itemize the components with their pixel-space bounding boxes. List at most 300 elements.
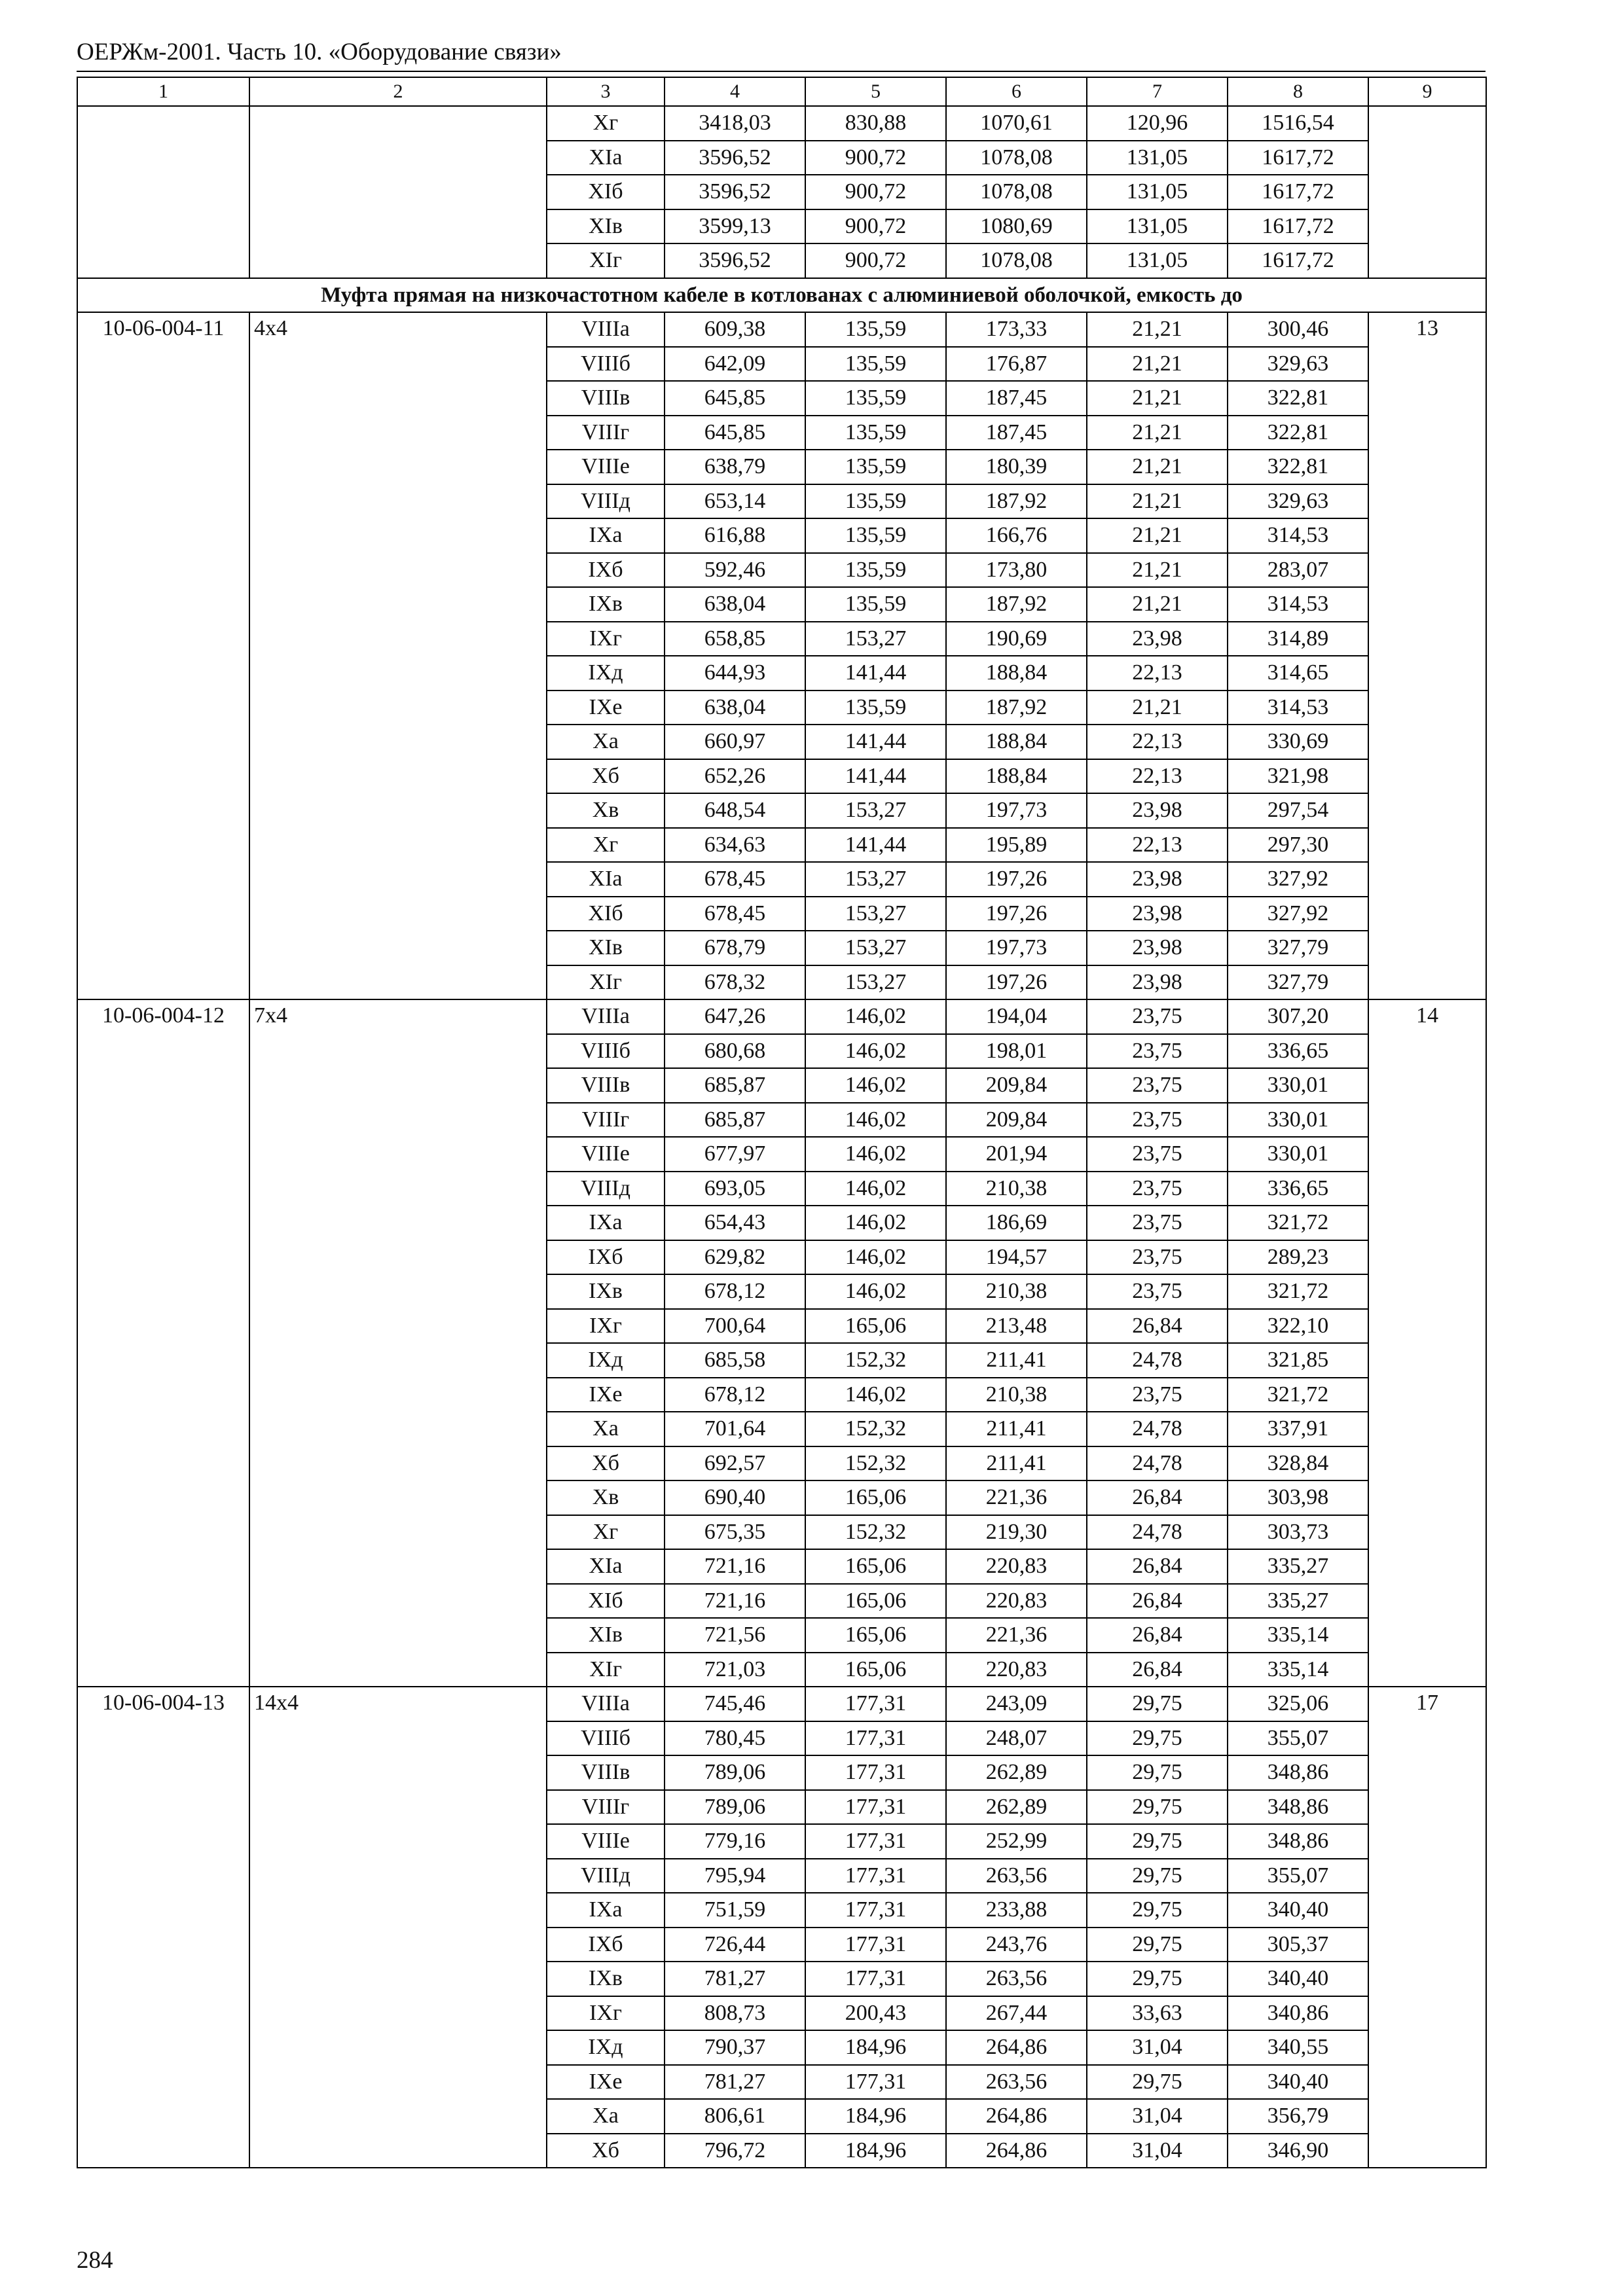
labor-cost-cell: 141,44 xyxy=(805,725,946,759)
total-cost-cell: 721,16 xyxy=(665,1549,805,1584)
materials-cost-cell: 329,63 xyxy=(1228,347,1368,382)
region-cell: XIб xyxy=(547,897,665,931)
machine-cost-cell: 180,39 xyxy=(946,450,1087,484)
region-cell: Xа xyxy=(547,1412,665,1446)
labor-cost-cell: 141,44 xyxy=(805,828,946,863)
labor-cost-cell: 146,02 xyxy=(805,1274,946,1309)
operator-wage-cell: 131,05 xyxy=(1087,141,1228,175)
operator-wage-cell: 21,21 xyxy=(1087,416,1228,450)
materials-cost-cell: 314,53 xyxy=(1228,691,1368,725)
region-cell: IXб xyxy=(547,1240,665,1275)
labor-cost-cell: 177,31 xyxy=(805,1859,946,1893)
materials-cost-cell: 303,98 xyxy=(1228,1480,1368,1515)
labor-cost-cell: 177,31 xyxy=(805,1790,946,1825)
total-cost-cell: 609,38 xyxy=(665,312,805,347)
region-cell: VIIIг xyxy=(547,1103,665,1138)
total-cost-cell: 3596,52 xyxy=(665,141,805,175)
materials-cost-cell: 336,65 xyxy=(1228,1172,1368,1206)
column-number-cell: 3 xyxy=(547,77,665,106)
machine-cost-cell: 197,73 xyxy=(946,793,1087,828)
operator-wage-cell: 26,84 xyxy=(1087,1584,1228,1619)
materials-cost-cell: 327,79 xyxy=(1228,931,1368,965)
column-9-value xyxy=(1368,106,1486,278)
rate-code: 10-06-004-12 xyxy=(77,999,249,1687)
region-cell: IXв xyxy=(547,587,665,622)
materials-cost-cell: 283,07 xyxy=(1228,553,1368,588)
region-cell: XIг xyxy=(547,243,665,278)
machine-cost-cell: 252,99 xyxy=(946,1824,1087,1859)
operator-wage-cell: 24,78 xyxy=(1087,1446,1228,1481)
operator-wage-cell: 31,04 xyxy=(1087,2134,1228,2168)
rate-code xyxy=(77,106,249,278)
total-cost-cell: 645,85 xyxy=(665,416,805,450)
operator-wage-cell: 21,21 xyxy=(1087,518,1228,553)
machine-cost-cell: 187,45 xyxy=(946,381,1087,416)
labor-cost-cell: 153,27 xyxy=(805,862,946,897)
total-cost-cell: 745,46 xyxy=(665,1687,805,1721)
machine-cost-cell: 187,45 xyxy=(946,416,1087,450)
cable-capacity: 4x4 xyxy=(249,312,547,999)
operator-wage-cell: 21,21 xyxy=(1087,312,1228,347)
labor-cost-cell: 135,59 xyxy=(805,484,946,519)
materials-cost-cell: 321,72 xyxy=(1228,1274,1368,1309)
total-cost-cell: 3596,52 xyxy=(665,243,805,278)
machine-cost-cell: 1078,08 xyxy=(946,175,1087,209)
operator-wage-cell: 21,21 xyxy=(1087,553,1228,588)
total-cost-cell: 592,46 xyxy=(665,553,805,588)
total-cost-cell: 638,04 xyxy=(665,691,805,725)
machine-cost-cell: 210,38 xyxy=(946,1172,1087,1206)
labor-cost-cell: 135,59 xyxy=(805,416,946,450)
labor-cost-cell: 146,02 xyxy=(805,999,946,1034)
total-cost-cell: 789,06 xyxy=(665,1790,805,1825)
region-cell: Xв xyxy=(547,793,665,828)
operator-wage-cell: 131,05 xyxy=(1087,209,1228,244)
total-cost-cell: 677,97 xyxy=(665,1137,805,1172)
materials-cost-cell: 321,72 xyxy=(1228,1378,1368,1412)
operator-wage-cell: 21,21 xyxy=(1087,347,1228,382)
machine-cost-cell: 190,69 xyxy=(946,622,1087,656)
rate-code: 10-06-004-11 xyxy=(77,312,249,999)
labor-cost-cell: 146,02 xyxy=(805,1172,946,1206)
labor-cost-cell: 135,59 xyxy=(805,691,946,725)
labor-cost-cell: 165,06 xyxy=(805,1549,946,1584)
total-cost-cell: 751,59 xyxy=(665,1893,805,1928)
operator-wage-cell: 21,21 xyxy=(1087,587,1228,622)
machine-cost-cell: 264,86 xyxy=(946,2134,1087,2168)
labor-cost-cell: 177,31 xyxy=(805,1687,946,1721)
total-cost-cell: 678,45 xyxy=(665,897,805,931)
materials-cost-cell: 330,69 xyxy=(1228,725,1368,759)
column-number-cell: 4 xyxy=(665,77,805,106)
materials-cost-cell: 1617,72 xyxy=(1228,175,1368,209)
total-cost-cell: 780,45 xyxy=(665,1721,805,1756)
total-cost-cell: 779,16 xyxy=(665,1824,805,1859)
labor-cost-cell: 146,02 xyxy=(805,1068,946,1103)
region-cell: IXе xyxy=(547,2065,665,2100)
operator-wage-cell: 22,13 xyxy=(1087,725,1228,759)
operator-wage-cell: 31,04 xyxy=(1087,2099,1228,2134)
region-cell: XIг xyxy=(547,1653,665,1687)
machine-cost-cell: 233,88 xyxy=(946,1893,1087,1928)
operator-wage-cell: 26,84 xyxy=(1087,1549,1228,1584)
materials-cost-cell: 330,01 xyxy=(1228,1103,1368,1138)
labor-cost-cell: 177,31 xyxy=(805,2065,946,2100)
labor-cost-cell: 152,32 xyxy=(805,1515,946,1550)
region-cell: IXб xyxy=(547,1928,665,1962)
labor-cost-cell: 135,59 xyxy=(805,347,946,382)
machine-cost-cell: 211,41 xyxy=(946,1412,1087,1446)
operator-wage-cell: 29,75 xyxy=(1087,1928,1228,1962)
region-cell: Xв xyxy=(547,1480,665,1515)
labor-cost-cell: 135,59 xyxy=(805,553,946,588)
machine-cost-cell: 220,83 xyxy=(946,1653,1087,1687)
machine-cost-cell: 211,41 xyxy=(946,1343,1087,1378)
operator-wage-cell: 33,63 xyxy=(1087,1996,1228,2031)
total-cost-cell: 795,94 xyxy=(665,1859,805,1893)
total-cost-cell: 647,26 xyxy=(665,999,805,1034)
materials-cost-cell: 336,65 xyxy=(1228,1034,1368,1069)
column-number-cell: 8 xyxy=(1228,77,1368,106)
machine-cost-cell: 197,26 xyxy=(946,965,1087,1000)
materials-cost-cell: 327,92 xyxy=(1228,862,1368,897)
operator-wage-cell: 23,75 xyxy=(1087,1206,1228,1240)
region-cell: VIIIд xyxy=(547,1859,665,1893)
materials-cost-cell: 321,72 xyxy=(1228,1206,1368,1240)
machine-cost-cell: 264,86 xyxy=(946,2030,1087,2065)
materials-cost-cell: 1617,72 xyxy=(1228,243,1368,278)
materials-cost-cell: 321,85 xyxy=(1228,1343,1368,1378)
labor-cost-cell: 153,27 xyxy=(805,793,946,828)
materials-cost-cell: 335,27 xyxy=(1228,1549,1368,1584)
total-cost-cell: 638,04 xyxy=(665,587,805,622)
region-cell: IXа xyxy=(547,1893,665,1928)
total-cost-cell: 678,45 xyxy=(665,862,805,897)
region-cell: IXд xyxy=(547,2030,665,2065)
labor-cost-cell: 153,27 xyxy=(805,897,946,931)
region-cell: VIIIд xyxy=(547,1172,665,1206)
region-cell: VIIIе xyxy=(547,1824,665,1859)
total-cost-cell: 701,64 xyxy=(665,1412,805,1446)
total-cost-cell: 3418,03 xyxy=(665,106,805,141)
operator-wage-cell: 23,75 xyxy=(1087,1240,1228,1275)
machine-cost-cell: 220,83 xyxy=(946,1549,1087,1584)
cable-capacity: 7x4 xyxy=(249,999,547,1687)
operator-wage-cell: 23,75 xyxy=(1087,1172,1228,1206)
total-cost-cell: 653,14 xyxy=(665,484,805,519)
materials-cost-cell: 348,86 xyxy=(1228,1824,1368,1859)
labor-cost-cell: 200,43 xyxy=(805,1996,946,2031)
machine-cost-cell: 198,01 xyxy=(946,1034,1087,1069)
machine-cost-cell: 166,76 xyxy=(946,518,1087,553)
cable-capacity: 14x4 xyxy=(249,1687,547,2168)
operator-wage-cell: 23,98 xyxy=(1087,931,1228,965)
machine-cost-cell: 1078,08 xyxy=(946,141,1087,175)
operator-wage-cell: 29,75 xyxy=(1087,1721,1228,1756)
materials-cost-cell: 348,86 xyxy=(1228,1755,1368,1790)
region-cell: VIIIд xyxy=(547,484,665,519)
operator-wage-cell: 23,75 xyxy=(1087,1068,1228,1103)
labor-cost-cell: 135,59 xyxy=(805,381,946,416)
labor-cost-cell: 135,59 xyxy=(805,518,946,553)
machine-cost-cell: 221,36 xyxy=(946,1618,1087,1653)
labor-cost-cell: 146,02 xyxy=(805,1240,946,1275)
region-cell: XIг xyxy=(547,965,665,1000)
total-cost-cell: 658,85 xyxy=(665,622,805,656)
machine-cost-cell: 210,38 xyxy=(946,1378,1087,1412)
labor-cost-cell: 184,96 xyxy=(805,2134,946,2168)
region-cell: Xг xyxy=(547,106,665,141)
operator-wage-cell: 29,75 xyxy=(1087,1687,1228,1721)
operator-wage-cell: 22,13 xyxy=(1087,828,1228,863)
labor-cost-cell: 146,02 xyxy=(805,1137,946,1172)
total-cost-cell: 721,16 xyxy=(665,1584,805,1619)
labor-cost-cell: 146,02 xyxy=(805,1103,946,1138)
machine-cost-cell: 243,76 xyxy=(946,1928,1087,1962)
header-rule xyxy=(77,71,1486,72)
region-cell: IXв xyxy=(547,1962,665,1996)
labor-cost-cell: 135,59 xyxy=(805,450,946,484)
labor-cost-cell: 177,31 xyxy=(805,1962,946,1996)
total-cost-cell: 648,54 xyxy=(665,793,805,828)
operator-wage-cell: 21,21 xyxy=(1087,484,1228,519)
operator-wage-cell: 24,78 xyxy=(1087,1343,1228,1378)
materials-cost-cell: 297,30 xyxy=(1228,828,1368,863)
materials-cost-cell: 337,91 xyxy=(1228,1412,1368,1446)
labor-cost-cell: 152,32 xyxy=(805,1446,946,1481)
operator-wage-cell: 29,75 xyxy=(1087,1962,1228,1996)
operator-wage-cell: 29,75 xyxy=(1087,1824,1228,1859)
region-cell: VIIIа xyxy=(547,1687,665,1721)
total-cost-cell: 789,06 xyxy=(665,1755,805,1790)
labor-cost-cell: 153,27 xyxy=(805,965,946,1000)
operator-wage-cell: 24,78 xyxy=(1087,1515,1228,1550)
machine-cost-cell: 197,73 xyxy=(946,931,1087,965)
machine-cost-cell: 262,89 xyxy=(946,1790,1087,1825)
total-cost-cell: 806,61 xyxy=(665,2099,805,2134)
region-cell: XIа xyxy=(547,862,665,897)
region-cell: Xг xyxy=(547,1515,665,1550)
machine-cost-cell: 201,94 xyxy=(946,1137,1087,1172)
labor-cost-cell: 177,31 xyxy=(805,1928,946,1962)
operator-wage-cell: 21,21 xyxy=(1087,450,1228,484)
materials-cost-cell: 1617,72 xyxy=(1228,141,1368,175)
region-cell: XIа xyxy=(547,1549,665,1584)
materials-cost-cell: 355,07 xyxy=(1228,1859,1368,1893)
operator-wage-cell: 29,75 xyxy=(1087,1859,1228,1893)
column-number-cell: 1 xyxy=(77,77,249,106)
operator-wage-cell: 29,75 xyxy=(1087,1893,1228,1928)
machine-cost-cell: 173,80 xyxy=(946,553,1087,588)
materials-cost-cell: 322,81 xyxy=(1228,416,1368,450)
labor-cost-cell: 177,31 xyxy=(805,1721,946,1756)
machine-cost-cell: 267,44 xyxy=(946,1996,1087,2031)
operator-wage-cell: 23,75 xyxy=(1087,1034,1228,1069)
machine-cost-cell: 209,84 xyxy=(946,1068,1087,1103)
region-cell: IXг xyxy=(547,622,665,656)
labor-cost-cell: 141,44 xyxy=(805,759,946,794)
materials-cost-cell: 329,63 xyxy=(1228,484,1368,519)
operator-wage-cell: 22,13 xyxy=(1087,759,1228,794)
labor-cost-cell: 165,06 xyxy=(805,1480,946,1515)
machine-cost-cell: 263,56 xyxy=(946,2065,1087,2100)
operator-wage-cell: 21,21 xyxy=(1087,381,1228,416)
machine-cost-cell: 188,84 xyxy=(946,656,1087,691)
labor-cost-cell: 152,32 xyxy=(805,1343,946,1378)
region-cell: IXг xyxy=(547,1996,665,2031)
materials-cost-cell: 307,20 xyxy=(1228,999,1368,1034)
total-cost-cell: 781,27 xyxy=(665,2065,805,2100)
materials-cost-cell: 340,55 xyxy=(1228,2030,1368,2065)
page-number: 284 xyxy=(77,2247,113,2274)
column-number-cell: 9 xyxy=(1368,77,1486,106)
total-cost-cell: 690,40 xyxy=(665,1480,805,1515)
total-cost-cell: 616,88 xyxy=(665,518,805,553)
materials-cost-cell: 305,37 xyxy=(1228,1928,1368,1962)
operator-wage-cell: 131,05 xyxy=(1087,175,1228,209)
labor-cost-cell: 177,31 xyxy=(805,1824,946,1859)
total-cost-cell: 685,87 xyxy=(665,1068,805,1103)
total-cost-cell: 721,03 xyxy=(665,1653,805,1687)
section-title: Муфта прямая на низкочастотном кабеле в котлованах с алюминиевой оболочкой, емкость до xyxy=(77,278,1486,313)
column-number-row xyxy=(77,77,1486,106)
region-cell: IXа xyxy=(547,1206,665,1240)
machine-cost-cell: 194,04 xyxy=(946,999,1087,1034)
machine-cost-cell: 197,26 xyxy=(946,897,1087,931)
table-row xyxy=(77,106,1486,141)
operator-wage-cell: 29,75 xyxy=(1087,1755,1228,1790)
materials-cost-cell: 348,86 xyxy=(1228,1790,1368,1825)
materials-cost-cell: 340,86 xyxy=(1228,1996,1368,2031)
region-cell: IXа xyxy=(547,518,665,553)
materials-cost-cell: 325,06 xyxy=(1228,1687,1368,1721)
materials-cost-cell: 356,79 xyxy=(1228,2099,1368,2134)
region-cell: IXе xyxy=(547,691,665,725)
running-header: ОЕРЖм-2001. Часть 10. «Оборудование связи» xyxy=(77,39,562,65)
machine-cost-cell: 248,07 xyxy=(946,1721,1087,1756)
rate-code: 10-06-004-13 xyxy=(77,1687,249,2168)
region-cell: XIв xyxy=(547,931,665,965)
labor-cost-cell: 135,59 xyxy=(805,312,946,347)
operator-wage-cell: 23,75 xyxy=(1087,1137,1228,1172)
operator-wage-cell: 23,98 xyxy=(1087,965,1228,1000)
total-cost-cell: 660,97 xyxy=(665,725,805,759)
labor-cost-cell: 146,02 xyxy=(805,1378,946,1412)
machine-cost-cell: 219,30 xyxy=(946,1515,1087,1550)
total-cost-cell: 685,58 xyxy=(665,1343,805,1378)
machine-cost-cell: 220,83 xyxy=(946,1584,1087,1619)
labor-cost-cell: 152,32 xyxy=(805,1412,946,1446)
materials-cost-cell: 322,81 xyxy=(1228,450,1368,484)
materials-cost-cell: 289,23 xyxy=(1228,1240,1368,1275)
operator-wage-cell: 31,04 xyxy=(1087,2030,1228,2065)
labor-cost-cell: 153,27 xyxy=(805,622,946,656)
region-cell: XIв xyxy=(547,209,665,244)
machine-cost-cell: 1078,08 xyxy=(946,243,1087,278)
materials-cost-cell: 340,40 xyxy=(1228,1893,1368,1928)
region-cell: VIIIв xyxy=(547,381,665,416)
total-cost-cell: 634,63 xyxy=(665,828,805,863)
materials-cost-cell: 335,27 xyxy=(1228,1584,1368,1619)
region-cell: VIIIв xyxy=(547,1755,665,1790)
materials-cost-cell: 314,53 xyxy=(1228,518,1368,553)
machine-cost-cell: 173,33 xyxy=(946,312,1087,347)
labor-cost-cell: 165,06 xyxy=(805,1653,946,1687)
region-cell: XIа xyxy=(547,141,665,175)
region-cell: Xа xyxy=(547,2099,665,2134)
region-cell: VIIIг xyxy=(547,416,665,450)
operator-wage-cell: 21,21 xyxy=(1087,691,1228,725)
total-cost-cell: 796,72 xyxy=(665,2134,805,2168)
rates-table xyxy=(77,77,1487,2168)
total-cost-cell: 629,82 xyxy=(665,1240,805,1275)
labor-cost-cell: 141,44 xyxy=(805,656,946,691)
machine-cost-cell: 188,84 xyxy=(946,725,1087,759)
operator-wage-cell: 23,75 xyxy=(1087,1378,1228,1412)
labor-cost-cell: 146,02 xyxy=(805,1034,946,1069)
machine-cost-cell: 221,36 xyxy=(946,1480,1087,1515)
region-cell: IXе xyxy=(547,1378,665,1412)
operator-wage-cell: 24,78 xyxy=(1087,1412,1228,1446)
labor-cost-cell: 177,31 xyxy=(805,1893,946,1928)
operator-wage-cell: 26,84 xyxy=(1087,1618,1228,1653)
column-number-cell: 5 xyxy=(805,77,946,106)
region-cell: IXд xyxy=(547,656,665,691)
region-cell: VIIIв xyxy=(547,1068,665,1103)
machine-cost-cell: 194,57 xyxy=(946,1240,1087,1275)
operator-wage-cell: 23,98 xyxy=(1087,622,1228,656)
total-cost-cell: 3596,52 xyxy=(665,175,805,209)
region-cell: Xг xyxy=(547,828,665,863)
region-cell: VIIIа xyxy=(547,312,665,347)
machine-cost-cell: 210,38 xyxy=(946,1274,1087,1309)
materials-cost-cell: 327,92 xyxy=(1228,897,1368,931)
region-cell: VIIIб xyxy=(547,347,665,382)
total-cost-cell: 645,85 xyxy=(665,381,805,416)
column-9-value: 13 xyxy=(1368,312,1486,999)
total-cost-cell: 693,05 xyxy=(665,1172,805,1206)
materials-cost-cell: 1617,72 xyxy=(1228,209,1368,244)
machine-cost-cell: 197,26 xyxy=(946,862,1087,897)
column-9-value: 17 xyxy=(1368,1687,1486,2168)
region-cell: XIв xyxy=(547,1618,665,1653)
machine-cost-cell: 262,89 xyxy=(946,1755,1087,1790)
materials-cost-cell: 1516,54 xyxy=(1228,106,1368,141)
operator-wage-cell: 26,84 xyxy=(1087,1480,1228,1515)
total-cost-cell: 692,57 xyxy=(665,1446,805,1481)
machine-cost-cell: 263,56 xyxy=(946,1859,1087,1893)
materials-cost-cell: 321,98 xyxy=(1228,759,1368,794)
machine-cost-cell: 195,89 xyxy=(946,828,1087,863)
labor-cost-cell: 900,72 xyxy=(805,175,946,209)
column-number-cell: 2 xyxy=(249,77,547,106)
operator-wage-cell: 26,84 xyxy=(1087,1309,1228,1344)
region-cell: IXг xyxy=(547,1309,665,1344)
column-number-cell: 6 xyxy=(946,77,1087,106)
total-cost-cell: 726,44 xyxy=(665,1928,805,1962)
machine-cost-cell: 187,92 xyxy=(946,587,1087,622)
total-cost-cell: 644,93 xyxy=(665,656,805,691)
total-cost-cell: 652,26 xyxy=(665,759,805,794)
region-cell: Xб xyxy=(547,1446,665,1481)
materials-cost-cell: 355,07 xyxy=(1228,1721,1368,1756)
operator-wage-cell: 131,05 xyxy=(1087,243,1228,278)
region-cell: VIIIг xyxy=(547,1790,665,1825)
operator-wage-cell: 22,13 xyxy=(1087,656,1228,691)
total-cost-cell: 678,79 xyxy=(665,931,805,965)
labor-cost-cell: 177,31 xyxy=(805,1755,946,1790)
machine-cost-cell: 243,09 xyxy=(946,1687,1087,1721)
